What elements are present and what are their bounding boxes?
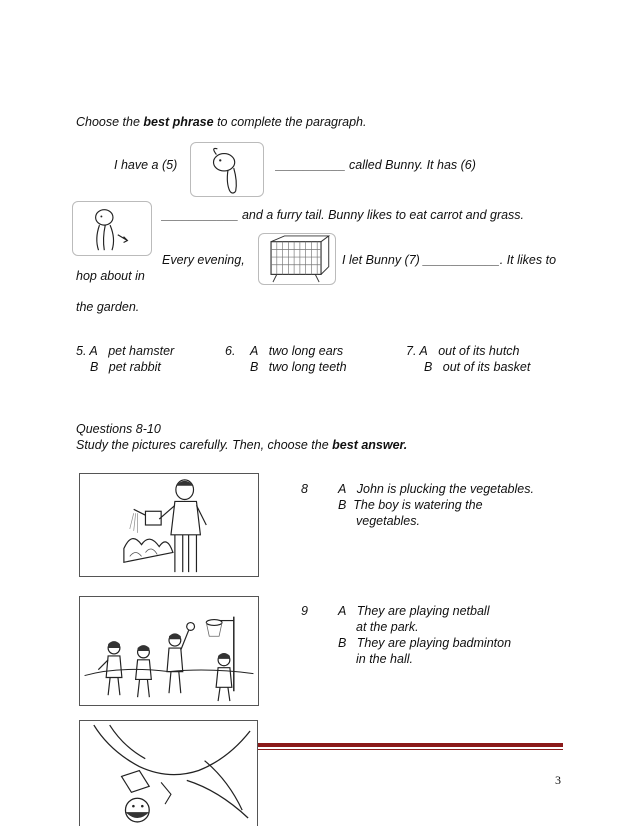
option-6-a: A two long ears [250,344,344,358]
question-8-b-cont: vegetables. [356,514,420,528]
paragraph-line-3b: I let Bunny (7) ___________. It likes to [342,253,557,267]
question-8-number: 8 [301,482,308,496]
paragraph-line-1b: __________ called Bunny. It has (6) [276,158,476,172]
option-6-b: B two long teeth [250,360,347,374]
instruction-emphasis: best phrase [143,115,214,129]
paragraph-line-5: the garden. [76,300,140,314]
rabbit-picture [190,142,264,197]
instruction-text: Choose the [76,115,144,129]
children-netball-picture [79,596,259,706]
rabbit-ears-icon [73,202,151,255]
paragraph-line-1a: I have a (5) [114,158,178,172]
page-number: 3 [555,773,561,787]
upside-down-figure-icon [80,721,257,826]
boy-watering-picture [79,473,259,577]
option-7-b: B out of its basket [424,360,531,374]
section-instruction: Study the pictures carefully. Then, choose the best answer. [76,438,408,452]
footer-rule-thin [258,749,563,750]
children-netball-icon [80,597,258,705]
question-9-b-cont: in the hall. [356,652,413,666]
paragraph-line-2: ___________ and a furry tail. Bunny likes to eat carrot and grass. [162,208,525,222]
option-7-a: 7. A out of its hutch [406,344,520,358]
question-9-number: 9 [301,604,308,618]
instruction-text-end: to complete the paragraph. [213,115,367,129]
section-title: Questions 8-10 [76,422,161,436]
rabbit-icon [191,143,263,196]
question-9-a: A They are playing netball [338,604,490,618]
question-8-b: B The boy is watering the [338,498,483,512]
question-8-a: A John is plucking the vegetables. [338,482,534,496]
option-5-a: 5. A pet hamster [76,344,175,358]
option-6-number: 6. [225,344,236,358]
boy-watering-icon [80,474,258,576]
upside-down-figure-picture [79,720,258,826]
paragraph-line-4: hop about in [76,269,145,283]
question-9-a-cont: at the park. [356,620,419,634]
footer-rule [258,743,563,747]
hutch-picture [258,233,336,285]
paragraph-line-3a: Every evening, [162,253,245,267]
rabbit-ears-picture [72,201,152,256]
instruction [76,114,366,130]
option-5-b: B pet rabbit [90,360,161,374]
question-9-b: B They are playing badminton [338,636,512,650]
hutch-icon [259,234,335,284]
